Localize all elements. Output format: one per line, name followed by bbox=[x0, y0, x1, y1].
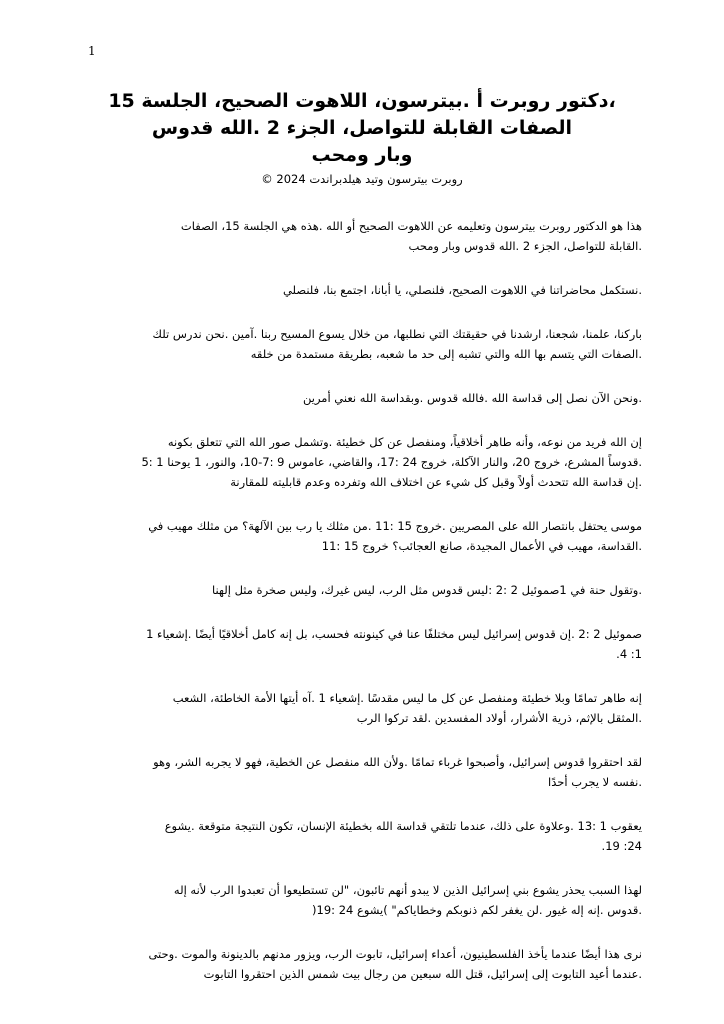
paragraph-6 bbox=[82, 516, 642, 556]
paragraph-12 bbox=[82, 880, 642, 920]
document-body bbox=[82, 216, 642, 1008]
paragraph-line: .الصفات التي يتسم بها الله والتي تشبه إلى حد ما شعبه، بطريقة مستمدة من خلقه bbox=[250, 347, 642, 361]
paragraph-line: .القداسة، مهيب في الأعمال المجيدة، صانع العجائب؟ خروج 15 :11 bbox=[321, 539, 642, 553]
title-line-1: ،دكتور روبرت أ .بيترسون، اللاهوت الصحيح، الجلسة 15 bbox=[108, 90, 616, 112]
paragraph-9 bbox=[82, 688, 642, 728]
paragraph-line: إن الله فريد من نوعه، وأنه طاهر أخلاقياً، ومنفصل عن كل خطيئة .وتشمل صور الله التي تتعلق بكونه bbox=[167, 435, 642, 449]
paragraph-line: لهذا السبب يحذر يشوع بني إسرائيل الذين لا يبدو أنهم تائبون، "لن تستطيعوا أن تعبدوا الرب لأنه إله bbox=[173, 883, 642, 897]
paragraph-3 bbox=[82, 324, 642, 364]
paragraph-line: إنه طاهر تمامًا وبلا خطيئة ومنفصل عن كل ما ليس مقدسًا .إشعياء 1 .آه أيتها الأمة الخاطئة، الشعب bbox=[172, 691, 642, 705]
paragraph-13 bbox=[82, 944, 642, 984]
paragraph-2 bbox=[82, 280, 642, 300]
document-title-block bbox=[80, 88, 644, 187]
paragraph-line: هذا هو الدكتور روبرت بيترسون وتعليمه عن اللاهوت الصحيح أو الله .هذه هي الجلسة 15، الصفات bbox=[180, 219, 642, 233]
paragraph-line: .نفسه لا يجرب أحدًا bbox=[548, 775, 642, 789]
paragraph-line: .المثقل بالإثم، ذرية الأشرار، أولاد المفسدين .لقد تركوا الرب bbox=[356, 711, 642, 725]
paragraph-5 bbox=[82, 432, 642, 492]
paragraph-line: .نستكمل محاضراتنا في اللاهوت الصحيح، فلنصلي، يا أبانا، اجتمع بنا، فلنصلي bbox=[282, 283, 642, 297]
paragraph-line: .ونحن الآن نصل إلى قداسة الله .فالله قدوس .وبقداسة الله نعني أمرين bbox=[302, 391, 642, 405]
paragraph-line: باركنا، علمنا، شجعنا، ارشدنا في حقيقتك التي نطلبها، من خلال يسوع المسيح ربنا .آمين .نحن ندرس تلك bbox=[152, 327, 642, 341]
copyright-line: روبرت بيترسون وتيد هيلدبراندت 2024 © bbox=[261, 172, 463, 186]
paragraph-line: .عندما أعيد التابوت إلى إسرائيل، قتل الله سبعين من رجال بيت شمس الذين احتقروا التابوت bbox=[203, 967, 642, 981]
paragraph-line: .القابلة للتواصل، الجزء 2 .الله قدوس وبار ومحب bbox=[408, 239, 642, 253]
paragraph-7 bbox=[82, 580, 642, 600]
paragraph-line: .قدوس .إنه إله غيور .لن يغفر لكم ذنوبكم وخطاياكم" )يشوع 24 :19( bbox=[312, 903, 642, 917]
paragraph-4 bbox=[82, 388, 642, 408]
paragraph-11 bbox=[82, 816, 642, 856]
title-line-2: الصفات القابلة للتواصل، الجزء 2 .الله قدوس bbox=[151, 117, 573, 139]
page-number: 1 bbox=[88, 44, 96, 58]
paragraph-8 bbox=[82, 624, 642, 664]
paragraph-line: صموئيل 2 :2 .إن قدوس إسرائيل ليس مختلفًا عنا في كينونته فحسب، بل إنه كامل أخلاقيًا أيضًا .إشعياء 1 bbox=[146, 627, 642, 641]
paragraph-1 bbox=[82, 216, 642, 256]
paragraph-line: .إن قداسة الله تتحدث أولاً وقبل كل شيء عن اختلاف الله وتفرده وعدم قابليته للمقارنة bbox=[230, 475, 642, 489]
paragraph-line: 24: 19. bbox=[601, 839, 642, 853]
paragraph-10 bbox=[82, 752, 642, 792]
paragraph-line: لقد احتقروا قدوس إسرائيل، وأصبحوا غرباء تمامًا .ولأن الله منفصل عن الخطية، فهو لا يجربه الشر، وهو bbox=[153, 755, 642, 769]
paragraph-line: .قدوساً المشرع، خروج 20، والنار الآكلة، خروج 24 :17، والقاضي، عاموس 9 :7-10، والنور، 1 يوحنا 1 :5 bbox=[141, 455, 642, 469]
paragraph-line: 1: 4. bbox=[616, 647, 642, 661]
paragraph-line: يعقوب 1 :13 .وعلاوة على ذلك، عندما تلتقي قداسة الله بخطيئة الإنسان، تكون النتيجة متوقعة .يشوع bbox=[164, 819, 642, 833]
paragraph-line: .وتقول حنة في 1صموئيل 2 :2 :ليس قدوس مثل الرب، ليس غيرك، وليس صخرة مثل إلهنا bbox=[211, 583, 642, 597]
paragraph-line: نرى هذا أيضًا عندما يأخذ الفلسطينيون، أعداء إسرائيل، تابوت الرب، ويزور مدنهم بالدينونة والموت .وحتى bbox=[148, 947, 642, 961]
paragraph-line: موسى يحتفل بانتصار الله على المصريين .خروج 15 :11 .من مثلك يا رب بين الآلهة؟ من مثلك مهيب في bbox=[148, 519, 642, 533]
title-line-3: وبار ومحب bbox=[311, 144, 413, 166]
